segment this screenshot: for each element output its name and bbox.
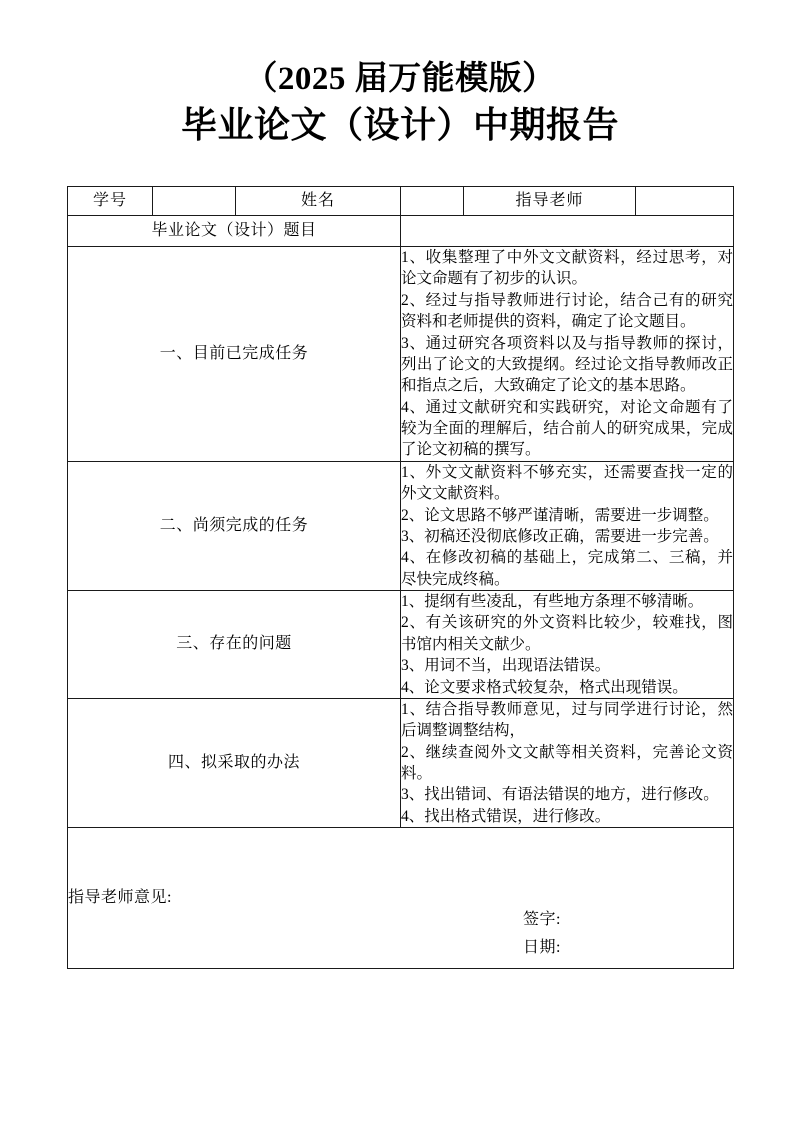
- name-field[interactable]: [401, 187, 464, 216]
- section-item: 4、在修改初稿的基础上，完成第二、三稿，并尽快完成终稿。: [401, 549, 733, 588]
- signature-label: 签字:: [523, 911, 561, 929]
- section-item: 2、经过与指导教师进行讨论，结合己有的研究资料和老师提供的资料，确定了论文题目。: [401, 291, 733, 331]
- section-item: 4、找出格式错误，进行修改。: [401, 807, 611, 825]
- identity-row: [68, 187, 734, 216]
- section-label-proposed-measures: 四、拟采取的办法: [68, 698, 401, 827]
- thesis-title-field[interactable]: [401, 216, 734, 247]
- section-item: 3、初稿还没彻底修改正确，需要进一步完善。: [401, 527, 719, 545]
- advisor-opinion-cell[interactable]: [68, 828, 734, 969]
- advisor-opinion-label: 指导老师意见:: [68, 889, 172, 907]
- section-label-completed-tasks: 一、目前已完成任务: [68, 247, 401, 462]
- section-item: 3、通过研究各项资料以及与指导教师的探讨，列出了论文的大致提纲。经过论文指导教师改正和指点之后，大致确定了论文的基本思路。: [401, 334, 733, 395]
- name-label: 姓名: [236, 187, 401, 216]
- signature-area: [523, 906, 561, 962]
- advisor-field[interactable]: [636, 187, 734, 216]
- section-body-completed-tasks: [401, 247, 734, 462]
- section-body-remaining-tasks: [401, 461, 734, 590]
- section-item: 3、找出错词、有语法错误的地方，进行修改。: [401, 786, 719, 804]
- date-label: 日期:: [523, 939, 561, 957]
- section-item: 1、收集整理了中外文文献资料，经过思考，对论文命题有了初步的认识。: [401, 249, 733, 288]
- section-body-existing-problems: [401, 591, 734, 699]
- student-id-field[interactable]: [153, 187, 236, 216]
- section-item: 4、通过文献研究和实践研究，对论文命题有了较为全面的理解后，结合前人的研究成果，完成了论文初稿的撰写。: [401, 398, 733, 459]
- page-title: [0, 58, 800, 149]
- section-item: 3、用词不当，出现语法错误。: [401, 657, 611, 675]
- section-row-4: [68, 698, 734, 827]
- section-item: 4、论文要求格式较复杂，格式出现错误。: [401, 678, 688, 696]
- section-label-remaining-tasks: 二、尚须完成的任务: [68, 461, 401, 590]
- section-item: 2、论文思路不够严谨清晰，需要进一步调整。: [401, 506, 719, 524]
- thesis-title-row: [68, 216, 734, 247]
- section-body-proposed-measures: [401, 698, 734, 827]
- title-line-main: 毕业论文（设计）中期报告: [180, 105, 619, 146]
- section-item: 1、外文文献资料不够充实，还需要查找一定的外文文献资料。: [401, 463, 733, 503]
- section-item: 1、结合指导教师意见，过与同学进行讨论，然后调整调整结构，: [401, 700, 733, 740]
- title-line-subtitle: （2025 届万能模版）: [244, 61, 556, 97]
- advisor-label: 指导老师: [464, 187, 636, 216]
- section-item: 1、提纲有些凌乱，有些地方条理不够清晰。: [401, 593, 704, 610]
- student-id-label: 学号: [68, 187, 153, 216]
- section-row-1: [68, 247, 734, 462]
- section-row-3: [68, 591, 734, 699]
- section-item: 2、继续查阅外文文献等相关资料，完善论文资料。: [401, 743, 733, 782]
- section-item: 2、有关该研究的外文资料比较少，较难找，图书馆内相关文献少。: [401, 614, 733, 653]
- section-row-2: [68, 461, 734, 590]
- report-table: [67, 186, 734, 969]
- advisor-opinion-row: [68, 828, 734, 969]
- thesis-title-label: 毕业论文（设计）题目: [68, 216, 401, 247]
- section-label-existing-problems: 三、存在的问题: [68, 591, 401, 699]
